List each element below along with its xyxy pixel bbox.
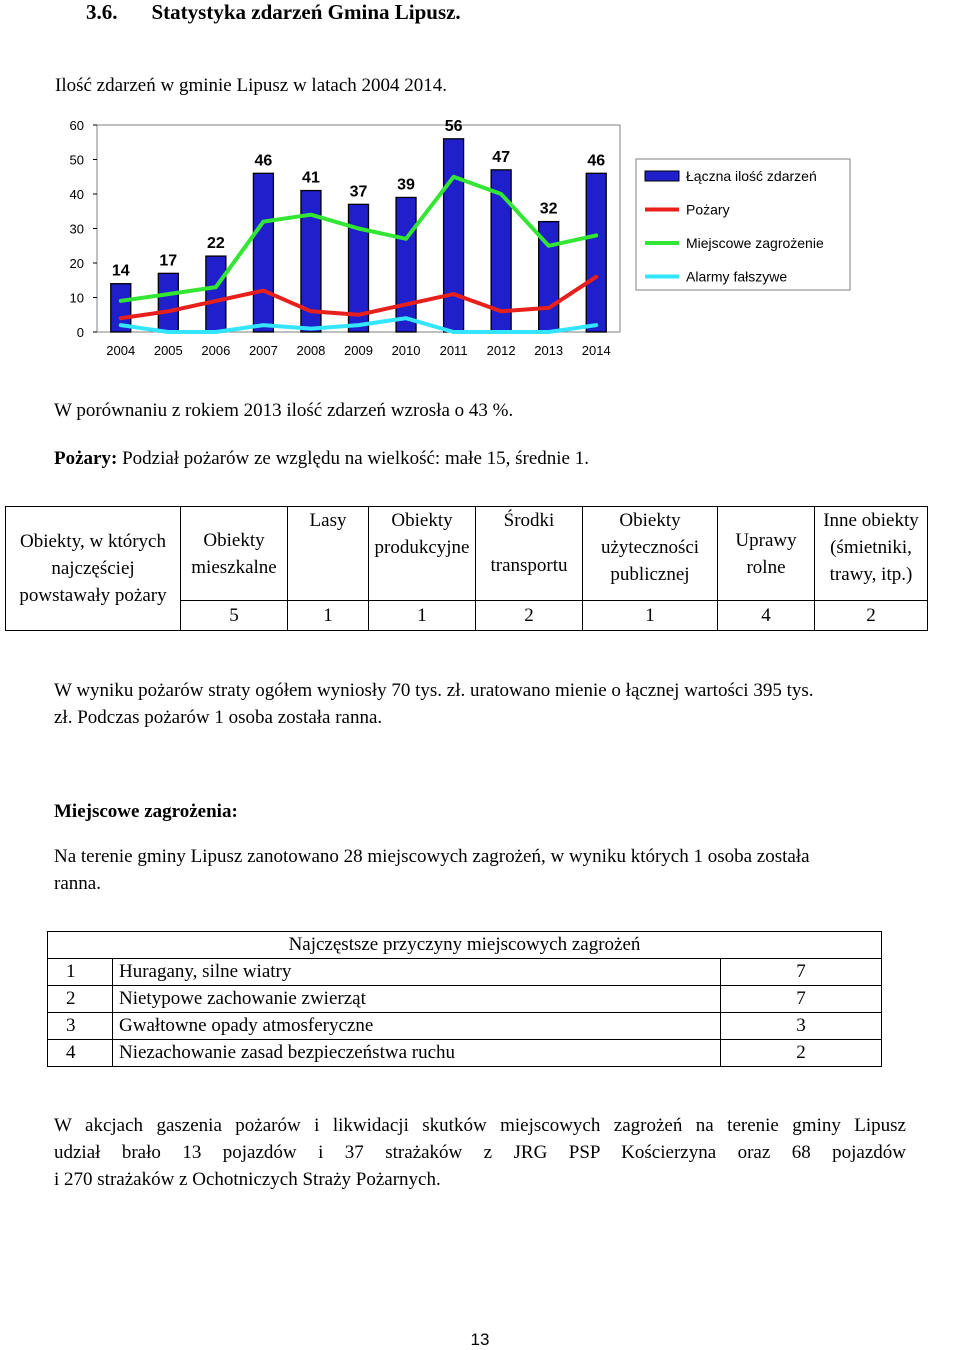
events-chart xyxy=(0,100,960,380)
x-tick-label: 2009 xyxy=(344,343,373,358)
fire-objects-table xyxy=(5,506,928,631)
objects-value-cell: 1 xyxy=(583,601,718,631)
section-title: Statystyka zdarzeń Gmina Lipusz. xyxy=(151,0,461,24)
objects-column-header: Obiekty produkcyjne xyxy=(369,507,476,601)
bar-data-label: 56 xyxy=(444,117,463,135)
fires-paragraph xyxy=(54,445,589,472)
legend-label: Alarmy fałszywe xyxy=(686,268,788,285)
bar-data-label: 46 xyxy=(587,152,606,170)
comparison-text: W porównaniu z rokiem 2013 ilość zdarzeń wzrosła o 43 %. xyxy=(54,400,514,421)
y-tick-label: 50 xyxy=(69,152,84,168)
bar-data-label: 41 xyxy=(302,169,320,187)
objects-column-header: Obiekty użyteczności publicznej xyxy=(583,507,718,601)
events-chart-svg xyxy=(0,100,960,380)
objects-value-cell: 1 xyxy=(288,601,369,631)
legend-label: Łączna ilość zdarzeń xyxy=(686,168,817,184)
x-tick-label: 2007 xyxy=(248,343,278,358)
objects-column-header: Uprawy rolne xyxy=(718,507,815,601)
objects-value-cell: 4 xyxy=(718,601,815,631)
closing-line-2: udział brało 13 pojazdów i 37 strażaków z JRG PSP Kościerzyna oraz 68 pojazdów xyxy=(54,1142,906,1163)
table-row: 2 Nietypowe zachowanie zwierząt 7 xyxy=(48,986,882,1013)
bar xyxy=(444,139,464,332)
bar-data-label: 22 xyxy=(206,235,225,253)
bar-data-label: 32 xyxy=(539,200,558,218)
objects-column-header: Inne obiekty (śmietniki, trawy, itp.) xyxy=(815,507,928,601)
fires-text: Podział pożarów ze względu na wielkość: małe 15, średnie 1. xyxy=(117,448,589,469)
table-row: 4 Niezachowanie zasad bezpieczeństwa ruchu 2 xyxy=(48,1040,882,1067)
x-tick-label: 2004 xyxy=(106,343,136,358)
objects-column-header: Środki transportu xyxy=(476,507,583,601)
local-threats-heading: Miejscowe zagrożenia: xyxy=(54,801,238,822)
x-tick-label: 2014 xyxy=(581,343,611,358)
bar-data-label: 17 xyxy=(159,252,178,270)
objects-value-cell: 2 xyxy=(815,601,928,631)
objects-column-header: Lasy xyxy=(288,507,369,601)
bar-data-label: 14 xyxy=(111,262,130,280)
y-tick-label: 0 xyxy=(76,325,84,340)
closing-line-1: W akcjach gaszenia pożarów i likwidacji skutków miejscowych zagrożeń na terenie gminy Lipusz xyxy=(54,1115,906,1136)
x-tick-label: 2013 xyxy=(534,343,564,358)
x-tick-label: 2005 xyxy=(153,343,183,358)
y-tick-label: 20 xyxy=(69,256,84,271)
y-tick-label: 40 xyxy=(69,187,84,202)
local-threats-line-1: Na terenie gminy Lipusz zanotowano 28 miejscowych zagrożeń, w wyniku których 1 osoba została xyxy=(54,846,810,867)
section-number: 3.6. xyxy=(86,0,118,24)
x-tick-label: 2010 xyxy=(391,343,421,358)
bar-data-label: 46 xyxy=(254,152,273,170)
bar-data-label: 47 xyxy=(492,148,511,166)
objects-value-cell: 5 xyxy=(181,601,288,631)
bar-data-label: 37 xyxy=(349,183,368,201)
x-tick-label: 2006 xyxy=(201,343,231,358)
y-tick-label: 30 xyxy=(69,221,84,237)
bar xyxy=(396,197,416,332)
section-heading xyxy=(86,0,461,25)
x-tick-label: 2008 xyxy=(296,343,326,358)
objects-value-cell: 2 xyxy=(476,601,583,631)
bar xyxy=(206,256,226,332)
legend-label: Miejscowe zagrożenie xyxy=(686,235,824,251)
local-threats-line-2: ranna. xyxy=(54,873,101,894)
bar xyxy=(158,273,178,332)
x-tick-label: 2012 xyxy=(486,343,516,358)
bar-data-label: 39 xyxy=(397,176,415,194)
legend-label: Pożary xyxy=(686,201,730,218)
causes-table-title: Najczęstsze przyczyny miejscowych zagrożeń xyxy=(48,932,882,959)
objects-column-header: Obiekty mieszkalne xyxy=(181,507,288,601)
causes-table xyxy=(47,931,882,1067)
losses-line-2: zł. Podczas pożarów 1 osoba została ranna. xyxy=(54,707,383,728)
table-row: 3 Gwałtowne opady atmosferyczne 3 xyxy=(48,1013,882,1040)
bar xyxy=(253,173,273,332)
fires-label: Pożary: xyxy=(54,448,118,469)
chart-title: Ilość zdarzeń w gminie Lipusz w latach 2004 2014. xyxy=(55,75,448,96)
losses-line-1: W wyniku pożarów straty ogółem wyniosły 70 tys. zł. uratowano mienie o łącznej wartości 395 tys. xyxy=(54,680,814,701)
legend-swatch xyxy=(645,171,679,181)
table-row: 1 Huragany, silne wiatry 7 xyxy=(48,959,882,986)
bar xyxy=(586,173,606,332)
objects-row-header: Obiekty, w których najczęściej powstawały pożary xyxy=(6,507,181,631)
x-tick-label: 2011 xyxy=(439,343,468,358)
page-number: 13 xyxy=(470,1330,490,1349)
y-tick-label: 60 xyxy=(69,118,84,133)
closing-line-3: i 270 strażaków z Ochotniczych Straży Pożarnych. xyxy=(54,1169,441,1190)
y-tick-label: 10 xyxy=(69,290,84,306)
objects-value-cell: 1 xyxy=(369,601,476,631)
